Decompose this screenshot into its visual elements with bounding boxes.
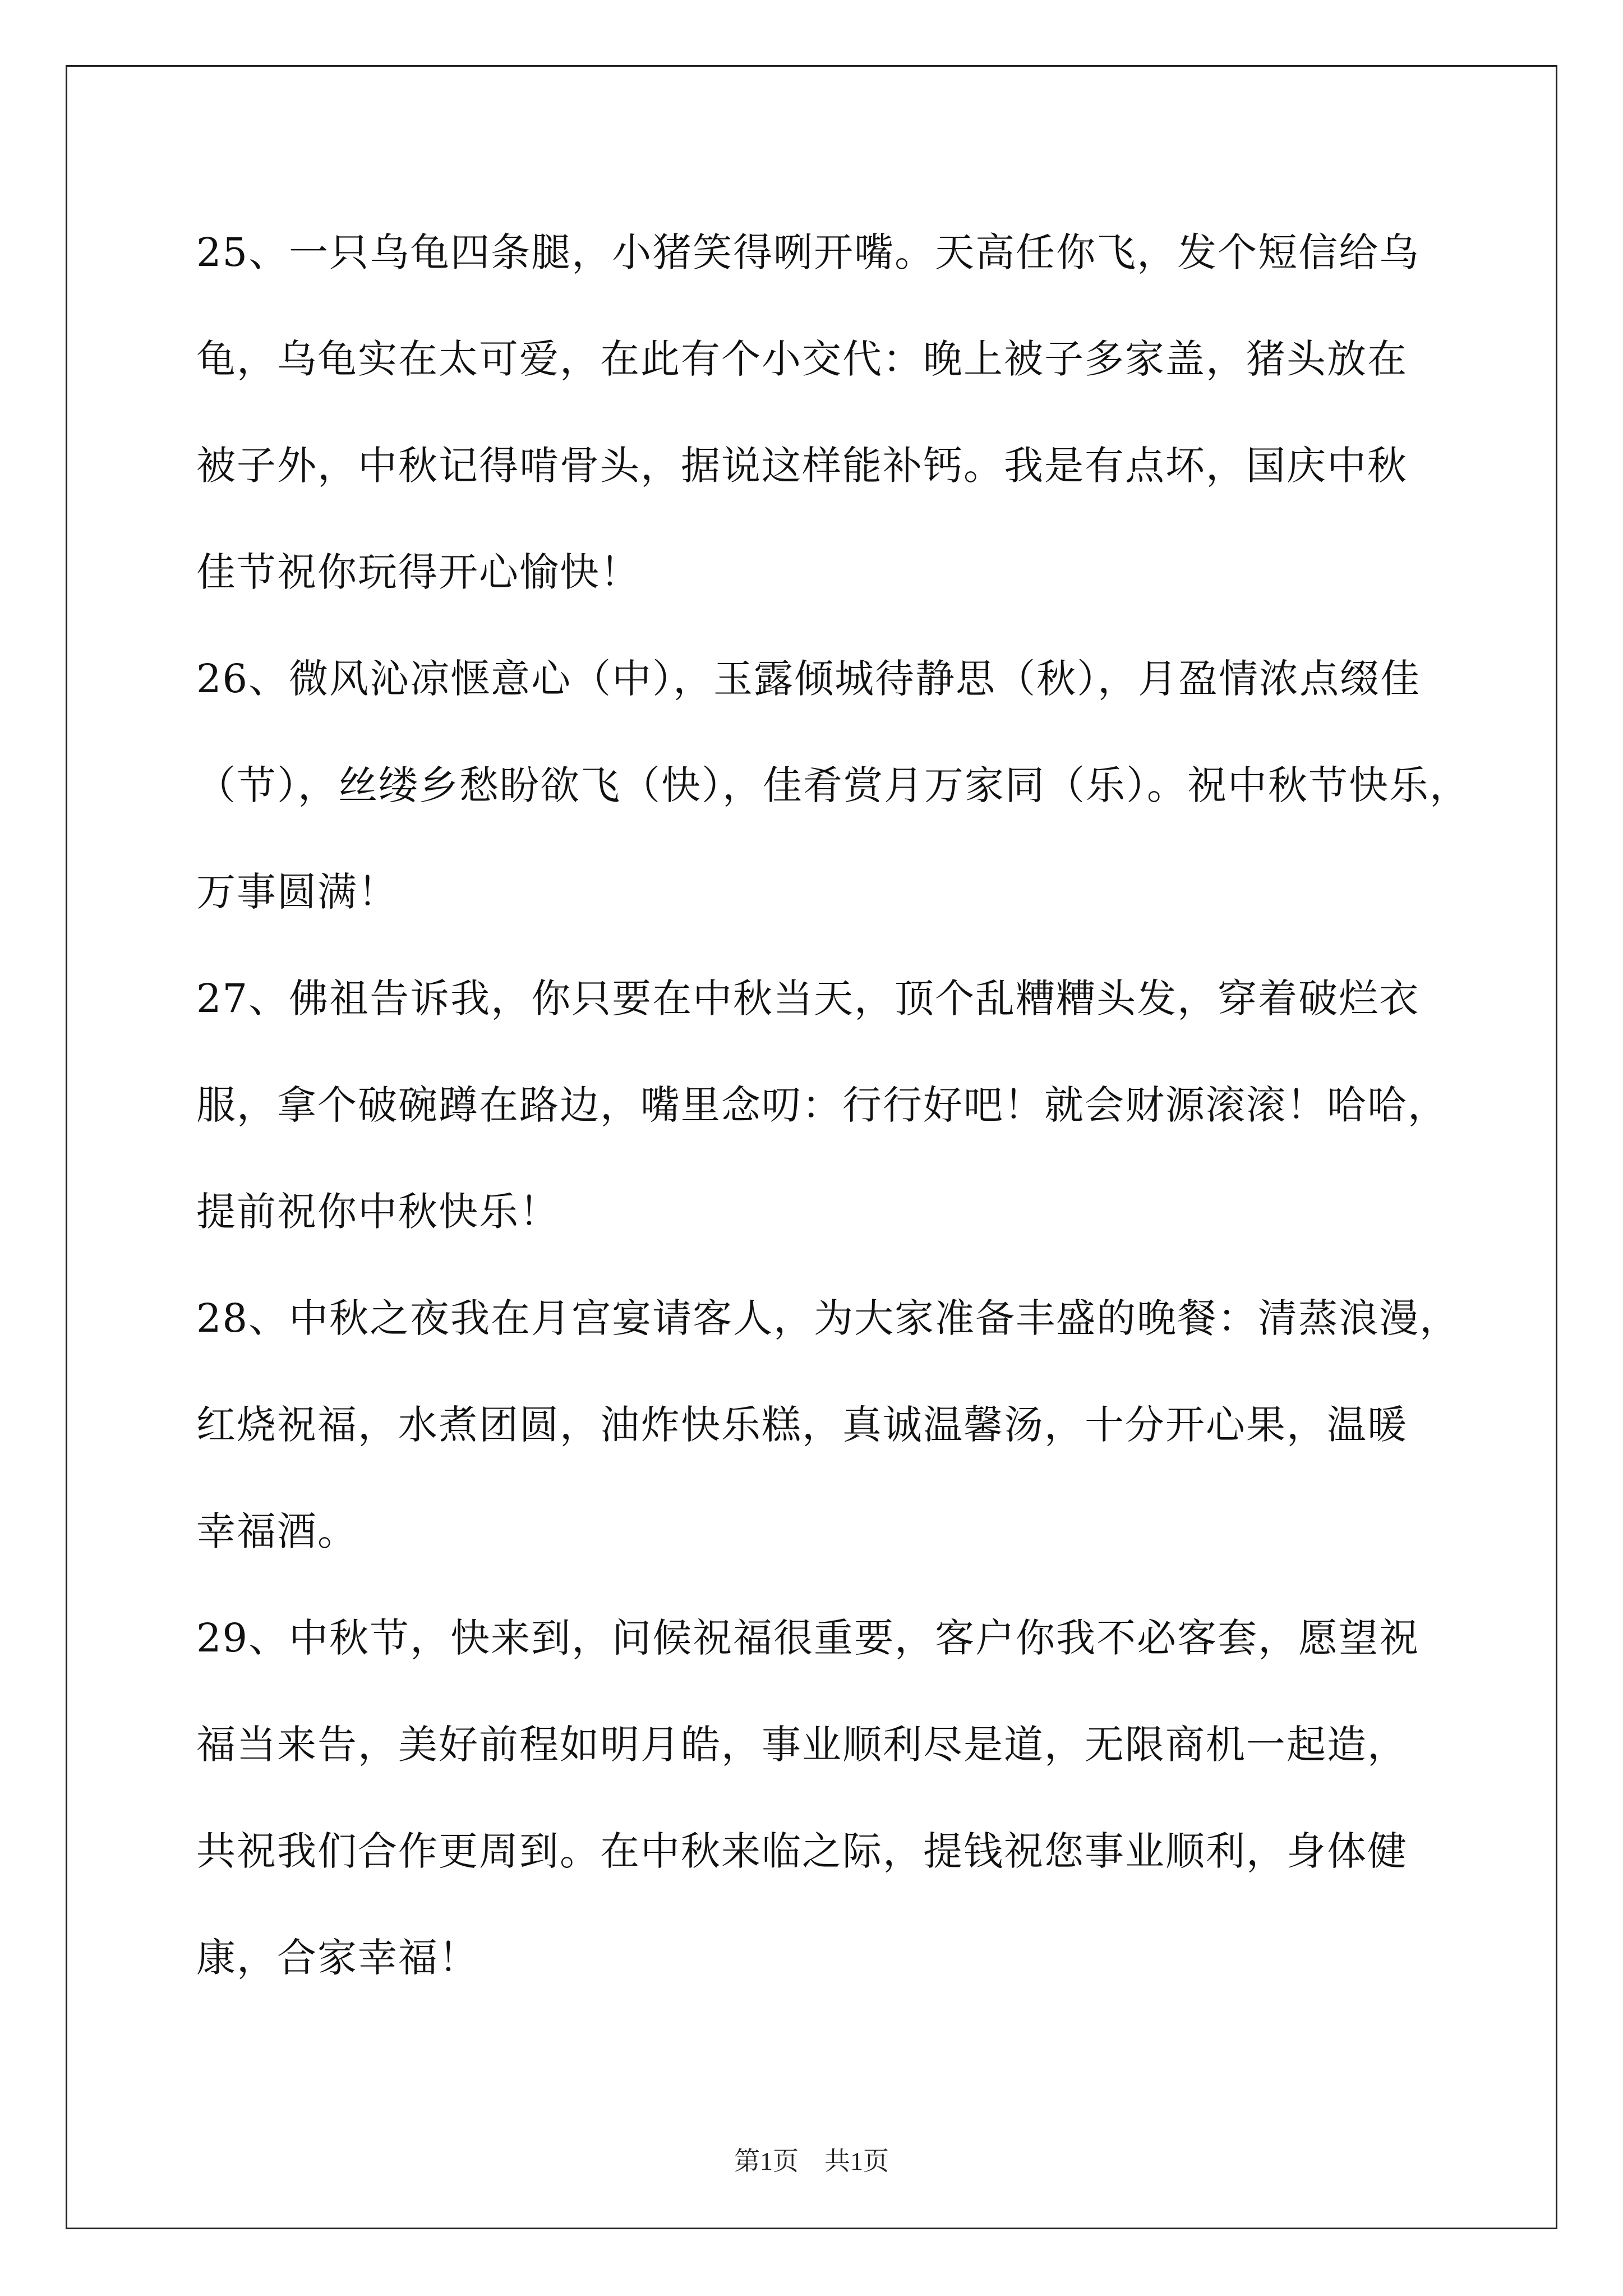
text-line: 被子外，中秋记得啃骨头，据说这样能补钙。我是有点坏，国庆中秋 <box>196 443 1408 489</box>
document-body <box>196 216 1470 2028</box>
text-line: 26、微风沁凉惬意心（中），玉露倾城待静思（秋），月盈情浓点缀佳 <box>196 656 1421 702</box>
text-line: 25、一只乌龟四条腿，小猪笑得咧开嘴。天高任你飞，发个短信给乌 <box>196 229 1420 275</box>
text-line: 康，合家幸福！ <box>196 1935 479 1981</box>
text-line: 福当来告，美好前程如明月皓，事业顺利尽是道，无限商机一起造， <box>196 1722 1408 1768</box>
page-number-footer: 第1页 共1页 <box>734 2147 889 2175</box>
text-line: 红烧祝福，水煮团圆，油炸快乐糕，真诚温馨汤，十分开心果，温暖 <box>196 1402 1408 1448</box>
text-line: 27、佛祖告诉我，你只要在中秋当天，顶个乱糟糟头发，穿着破烂衣 <box>196 976 1420 1022</box>
text-line: 龟，乌龟实在太可爱，在此有个小交代：晚上被子多家盖，猪头放在 <box>196 336 1408 382</box>
text-line: 万事圆满！ <box>196 869 398 915</box>
text-line: 29、中秋节，快来到，问候祝福很重要，客户你我不必客套，愿望祝 <box>196 1615 1420 1661</box>
text-line: 佳节祝你玩得开心愉快！ <box>196 549 640 595</box>
text-line: 28、中秋之夜我在月宫宴请客人，为大家准备丰盛的晚餐：清蒸浪漫， <box>196 1295 1460 1341</box>
text-line: 服，拿个破碗蹲在路边，嘴里念叨：行行好吧！就会财源滚滚！哈哈， <box>196 1082 1448 1128</box>
text-line: （节），丝缕乡愁盼欲飞（快），佳肴赏月万家同（乐）。祝中秋节快乐， <box>196 762 1470 808</box>
text-line: 提前祝你中秋快乐！ <box>196 1189 560 1235</box>
text-line: 共祝我们合作更周到。在中秋来临之际，提钱祝您事业顺利，身体健 <box>196 1828 1408 1874</box>
text-line: 幸福酒。 <box>196 1508 358 1554</box>
